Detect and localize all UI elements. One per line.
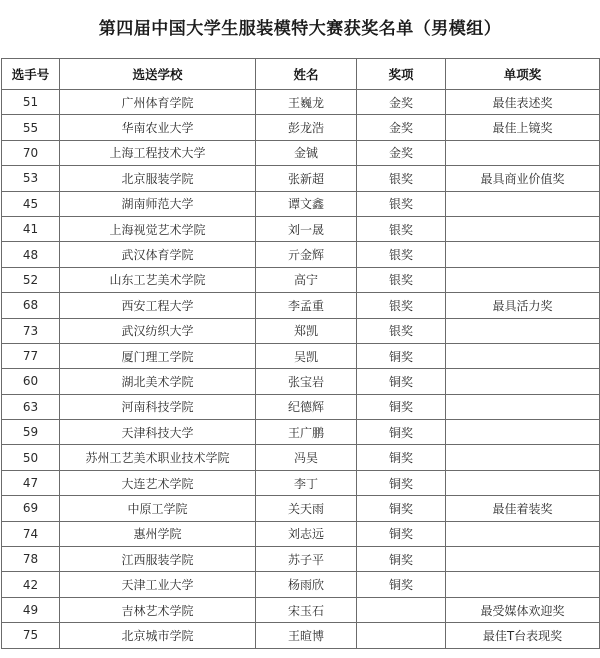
cell-name: 冯昊 — [256, 445, 357, 470]
table-row — [2, 521, 600, 546]
header-award: 奖项 — [357, 59, 446, 90]
table-row — [2, 318, 600, 343]
header-contestant-no: 选手号 — [2, 59, 60, 90]
page-title: 第四届中国大学生服装模特大赛获奖名单（男模组） — [98, 19, 502, 39]
cell-contestant-no: 75 — [2, 623, 60, 648]
cell-name: 关天雨 — [256, 496, 357, 521]
cell-contestant-no: 78 — [2, 547, 60, 572]
cell-name: 吴凯 — [256, 343, 357, 368]
table-row — [2, 470, 600, 495]
cell-award: 银奖 — [357, 166, 446, 191]
cell-name: 亓金辉 — [256, 242, 357, 267]
cell-contestant-no: 74 — [2, 521, 60, 546]
cell-special-award — [446, 445, 600, 470]
cell-special-award — [446, 140, 600, 165]
cell-award: 铜奖 — [357, 547, 446, 572]
table-row — [2, 623, 600, 648]
award-table — [1, 58, 600, 649]
cell-school: 天津工业大学 — [60, 572, 256, 597]
cell-award: 铜奖 — [357, 394, 446, 419]
cell-school: 河南科技学院 — [60, 394, 256, 419]
table-row — [2, 166, 600, 191]
cell-contestant-no: 73 — [2, 318, 60, 343]
cell-award: 银奖 — [357, 242, 446, 267]
table-row — [2, 420, 600, 445]
table-row — [2, 572, 600, 597]
cell-school: 武汉体育学院 — [60, 242, 256, 267]
cell-school: 大连艺术学院 — [60, 470, 256, 495]
cell-school: 惠州学院 — [60, 521, 256, 546]
cell-award: 金奖 — [357, 90, 446, 115]
cell-special-award — [446, 572, 600, 597]
cell-contestant-no: 42 — [2, 572, 60, 597]
cell-name: 谭文鑫 — [256, 191, 357, 216]
cell-special-award: 最佳上镜奖 — [446, 115, 600, 140]
cell-award: 铜奖 — [357, 521, 446, 546]
cell-name: 苏子平 — [256, 547, 357, 572]
cell-special-award — [446, 191, 600, 216]
cell-school: 湖北美术学院 — [60, 369, 256, 394]
table-row — [2, 547, 600, 572]
cell-contestant-no: 77 — [2, 343, 60, 368]
cell-award — [357, 623, 446, 648]
cell-name: 宋玉石 — [256, 597, 357, 622]
header-name: 姓名 — [256, 59, 357, 90]
table-row — [2, 140, 600, 165]
table-row — [2, 343, 600, 368]
cell-school: 华南农业大学 — [60, 115, 256, 140]
cell-school: 上海视觉艺术学院 — [60, 216, 256, 241]
cell-award — [357, 597, 446, 622]
cell-special-award — [446, 369, 600, 394]
cell-name: 刘一晟 — [256, 216, 357, 241]
table-row — [2, 445, 600, 470]
cell-school: 武汉纺织大学 — [60, 318, 256, 343]
cell-award: 金奖 — [357, 140, 446, 165]
table-row — [2, 597, 600, 622]
cell-special-award — [446, 318, 600, 343]
cell-contestant-no: 68 — [2, 293, 60, 318]
cell-school: 山东工艺美术学院 — [60, 267, 256, 292]
cell-award: 铜奖 — [357, 445, 446, 470]
cell-contestant-no: 69 — [2, 496, 60, 521]
cell-name: 李孟重 — [256, 293, 357, 318]
cell-award: 铜奖 — [357, 369, 446, 394]
cell-name: 王巍龙 — [256, 90, 357, 115]
table-row — [2, 191, 600, 216]
cell-school: 北京城市学院 — [60, 623, 256, 648]
cell-award: 银奖 — [357, 216, 446, 241]
cell-school: 天津科技大学 — [60, 420, 256, 445]
table-row — [2, 293, 600, 318]
table-header-row — [2, 59, 600, 90]
cell-name: 高宁 — [256, 267, 357, 292]
cell-special-award: 最具商业价值奖 — [446, 166, 600, 191]
cell-contestant-no: 59 — [2, 420, 60, 445]
cell-contestant-no: 48 — [2, 242, 60, 267]
cell-name: 刘志远 — [256, 521, 357, 546]
cell-special-award — [446, 420, 600, 445]
cell-special-award: 最佳着装奖 — [446, 496, 600, 521]
header-special-award: 单项奖 — [446, 59, 600, 90]
cell-award: 金奖 — [357, 115, 446, 140]
cell-school: 上海工程技术大学 — [60, 140, 256, 165]
cell-contestant-no: 52 — [2, 267, 60, 292]
cell-special-award — [446, 547, 600, 572]
cell-name: 纪德辉 — [256, 394, 357, 419]
cell-contestant-no: 51 — [2, 90, 60, 115]
header-school: 选送学校 — [60, 59, 256, 90]
cell-special-award: 最佳表述奖 — [446, 90, 600, 115]
cell-contestant-no: 41 — [2, 216, 60, 241]
table-row — [2, 496, 600, 521]
cell-contestant-no: 49 — [2, 597, 60, 622]
table-row — [2, 90, 600, 115]
cell-school: 苏州工艺美术职业技术学院 — [60, 445, 256, 470]
cell-award: 铜奖 — [357, 420, 446, 445]
cell-school: 北京服装学院 — [60, 166, 256, 191]
cell-contestant-no: 50 — [2, 445, 60, 470]
cell-award: 银奖 — [357, 191, 446, 216]
cell-contestant-no: 60 — [2, 369, 60, 394]
table-row — [2, 394, 600, 419]
cell-name: 张宝岩 — [256, 369, 357, 394]
cell-name: 郑凯 — [256, 318, 357, 343]
cell-contestant-no: 70 — [2, 140, 60, 165]
cell-school: 广州体育学院 — [60, 90, 256, 115]
table-row — [2, 242, 600, 267]
cell-contestant-no: 63 — [2, 394, 60, 419]
cell-school: 江西服装学院 — [60, 547, 256, 572]
table-row — [2, 369, 600, 394]
cell-award: 铜奖 — [357, 496, 446, 521]
cell-special-award: 最具活力奖 — [446, 293, 600, 318]
table-body — [2, 90, 600, 649]
table-row — [2, 216, 600, 241]
cell-award: 银奖 — [357, 293, 446, 318]
cell-special-award — [446, 521, 600, 546]
cell-special-award: 最佳T台表现奖 — [446, 623, 600, 648]
table-row — [2, 267, 600, 292]
cell-school: 中原工学院 — [60, 496, 256, 521]
cell-special-award: 最受媒体欢迎奖 — [446, 597, 600, 622]
cell-special-award — [446, 343, 600, 368]
cell-contestant-no: 47 — [2, 470, 60, 495]
cell-school: 吉林艺术学院 — [60, 597, 256, 622]
cell-name: 李丁 — [256, 470, 357, 495]
cell-special-award — [446, 242, 600, 267]
cell-name: 张新超 — [256, 166, 357, 191]
cell-award: 铜奖 — [357, 572, 446, 597]
cell-contestant-no: 55 — [2, 115, 60, 140]
cell-school: 湖南师范大学 — [60, 191, 256, 216]
cell-award: 银奖 — [357, 267, 446, 292]
cell-special-award — [446, 216, 600, 241]
cell-award: 银奖 — [357, 318, 446, 343]
cell-school: 厦门理工学院 — [60, 343, 256, 368]
cell-name: 王广鹏 — [256, 420, 357, 445]
cell-contestant-no: 53 — [2, 166, 60, 191]
cell-special-award — [446, 267, 600, 292]
cell-award: 铜奖 — [357, 343, 446, 368]
cell-special-award — [446, 470, 600, 495]
cell-award: 铜奖 — [357, 470, 446, 495]
cell-name: 金铖 — [256, 140, 357, 165]
cell-contestant-no: 45 — [2, 191, 60, 216]
cell-name: 杨雨欣 — [256, 572, 357, 597]
cell-name: 彭龙浩 — [256, 115, 357, 140]
cell-school: 西安工程大学 — [60, 293, 256, 318]
cell-name: 王暄博 — [256, 623, 357, 648]
cell-special-award — [446, 394, 600, 419]
table-row — [2, 115, 600, 140]
